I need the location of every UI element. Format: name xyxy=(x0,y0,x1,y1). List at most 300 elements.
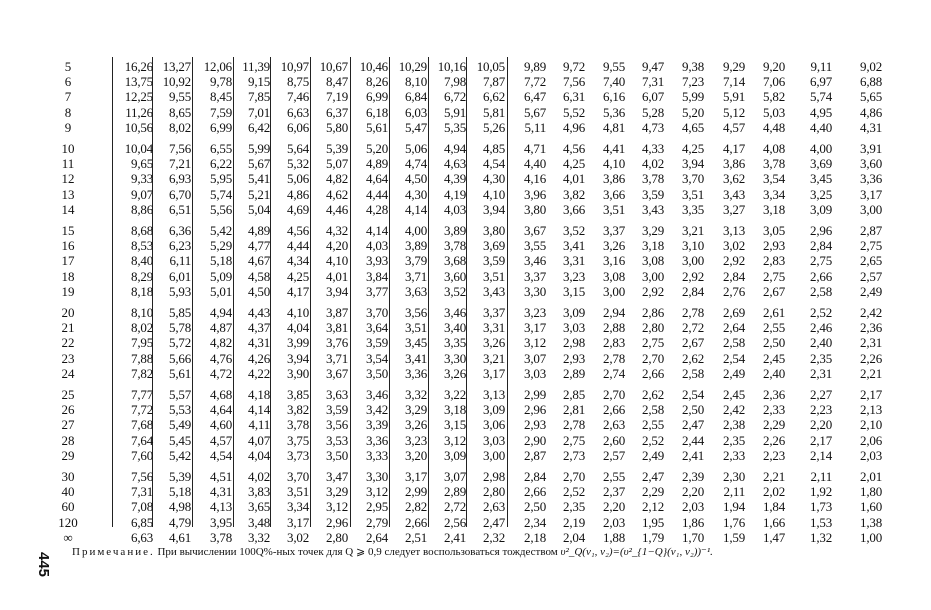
row-label: 12 xyxy=(61,171,75,187)
footnote-formula: υ²_Q(ν₁, ν₂)=(υ²_{1−Q}(ν₁, ν₂))⁻¹. xyxy=(560,546,713,558)
table-cell: 3,09 xyxy=(483,402,505,418)
table-cell: 3,00 xyxy=(682,253,704,269)
table-cell: 3,30 xyxy=(366,469,388,484)
table-cell: 2,13 xyxy=(860,402,882,418)
table-cell: 7,82 xyxy=(131,365,153,381)
table-cell: 4,18 xyxy=(248,387,270,402)
table-cell: 1,92 xyxy=(810,484,832,500)
table-cell: 2,67 xyxy=(763,283,785,299)
table-cell: 9,65 xyxy=(131,156,153,172)
table-cell: 3,51 xyxy=(682,186,704,202)
table-cell: 7,95 xyxy=(131,335,153,351)
table-cell: 8,02 xyxy=(131,320,153,336)
table-cell: 6,16 xyxy=(603,89,625,105)
table-cell: 2,34 xyxy=(524,514,546,530)
row-label: 40 xyxy=(61,484,75,500)
table-cell: 2,35 xyxy=(723,432,745,448)
table-cell: 2,84 xyxy=(524,469,546,484)
table-cell: 4,95 xyxy=(810,104,832,120)
table-cell: 4,10 xyxy=(483,186,505,202)
table-cell: 4,03 xyxy=(366,238,388,254)
table-cell: 5,49 xyxy=(169,417,191,433)
table-cell: 2,62 xyxy=(642,387,664,402)
row-label: 9 xyxy=(64,119,72,135)
table-cell: 4,63 xyxy=(444,156,466,172)
table-cell: 2,81 xyxy=(563,402,585,418)
table-cell: 9,38 xyxy=(682,59,704,74)
table-cell: 3,50 xyxy=(326,447,348,463)
table-cell: 2,17 xyxy=(810,432,832,448)
table-cell: 7,56 xyxy=(563,74,585,90)
table-cell: 9,29 xyxy=(723,59,745,74)
table-cell: 3,33 xyxy=(366,447,388,463)
table-cell: 3,12 xyxy=(524,335,546,351)
table-cell: 3,42 xyxy=(366,402,388,418)
row-label: 25 xyxy=(61,387,75,402)
table-cell: 2,66 xyxy=(524,484,546,500)
table-cell: 2,01 xyxy=(860,469,882,484)
table-cell: 3,80 xyxy=(483,223,505,238)
table-cell: 2,76 xyxy=(723,283,745,299)
table-cell: 4,00 xyxy=(405,223,427,238)
table-cell: 4,14 xyxy=(405,201,427,217)
table-cell: 3,71 xyxy=(405,268,427,284)
table-cell: 3,67 xyxy=(524,223,546,238)
table-cell: 4,14 xyxy=(248,402,270,418)
table-cell: 2,75 xyxy=(763,268,785,284)
table-cell: 3,34 xyxy=(287,499,309,515)
table-cell: 2,83 xyxy=(603,335,625,351)
table-cell: 7,21 xyxy=(169,156,191,172)
table-cell: 3,02 xyxy=(723,238,745,254)
row-label: 27 xyxy=(61,417,75,433)
table-cell: 3,82 xyxy=(563,186,585,202)
table-cell: 9,11 xyxy=(810,59,832,74)
table-cell: 10,56 xyxy=(124,119,153,135)
table-cell: 3,86 xyxy=(723,156,745,172)
table-cell: 5,45 xyxy=(169,432,191,448)
table-cell: 1,59 xyxy=(723,529,745,545)
table-cell: 7,01 xyxy=(248,104,270,120)
table-cell: 6,51 xyxy=(169,201,191,217)
table-cell: 1,53 xyxy=(810,514,832,530)
table-cell: 4,60 xyxy=(210,417,232,433)
table-cell: 3,36 xyxy=(405,365,427,381)
table-cell: 3,70 xyxy=(287,469,309,484)
table-cell: 2,80 xyxy=(642,320,664,336)
table-cell: 3,93 xyxy=(366,253,388,269)
table-cell: 7,23 xyxy=(682,74,704,90)
table-cell: 5,99 xyxy=(248,141,270,156)
table-cell: 3,17 xyxy=(483,365,505,381)
table-cell: 5,99 xyxy=(682,89,704,105)
table-cell: 2,21 xyxy=(860,365,882,381)
table-cell: 3,77 xyxy=(366,283,388,299)
table-cell: 2,52 xyxy=(810,305,832,320)
table-cell: 2,58 xyxy=(723,335,745,351)
table-cell: 4,37 xyxy=(248,320,270,336)
table-cell: 8,47 xyxy=(326,74,348,90)
table-cell: 2,03 xyxy=(860,447,882,463)
table-cell: 1,38 xyxy=(860,514,882,530)
table-cell: 2,67 xyxy=(682,335,704,351)
table-cell: 2,03 xyxy=(682,499,704,515)
table-cell: 3,80 xyxy=(524,201,546,217)
table-cell: 10,29 xyxy=(398,59,427,74)
table-cell: 6,11 xyxy=(169,253,191,269)
table-cell: 2,37 xyxy=(603,484,625,500)
table-cell: 2,74 xyxy=(603,365,625,381)
table-cell: 3,07 xyxy=(444,469,466,484)
table-cell: 5,39 xyxy=(169,469,191,484)
table-cell: 3,16 xyxy=(603,253,625,269)
table-cell: 4,94 xyxy=(444,141,466,156)
table-cell: 11,26 xyxy=(125,104,153,120)
table-cell: 2,84 xyxy=(682,283,704,299)
row-label: 21 xyxy=(61,320,75,336)
table-cell: 2,49 xyxy=(860,283,882,299)
table-cell: 2,66 xyxy=(405,514,427,530)
table-cell: 3,59 xyxy=(326,402,348,418)
table-cell: 5,12 xyxy=(723,104,745,120)
page-number-text: 445 xyxy=(35,552,52,578)
table-cell: 2,66 xyxy=(603,402,625,418)
table-cell: 10,92 xyxy=(162,74,191,90)
table-cell: 2,87 xyxy=(860,223,882,238)
row-label: 28 xyxy=(61,432,75,448)
table-cell: 2,84 xyxy=(723,268,745,284)
table-cell: 3,26 xyxy=(483,335,505,351)
table-cell: 3,31 xyxy=(483,320,505,336)
table-cell: 4,51 xyxy=(210,469,232,484)
table-cell: 3,50 xyxy=(366,365,388,381)
table-cell: 3,56 xyxy=(405,305,427,320)
table-cell: 4,44 xyxy=(366,186,388,202)
table-cell: 8,10 xyxy=(405,74,427,90)
table-cell: 2,82 xyxy=(405,499,427,515)
table-cell: 4,65 xyxy=(682,119,704,135)
table-cell: 3,55 xyxy=(524,238,546,254)
table-cell: 3,87 xyxy=(326,305,348,320)
table-cell: 12,06 xyxy=(203,59,232,74)
table-cell: 8,53 xyxy=(131,238,153,254)
table-cell: 3,35 xyxy=(682,201,704,217)
table-cell: 2,70 xyxy=(642,350,664,366)
table-cell: 2,75 xyxy=(563,432,585,448)
page-number xyxy=(36,552,56,596)
table-cell: 4,94 xyxy=(210,305,232,320)
table-cell: 5,18 xyxy=(169,484,191,500)
table-cell: 6,47 xyxy=(524,89,546,105)
table-cell: 3,00 xyxy=(603,283,625,299)
table-cell: 3,95 xyxy=(210,514,232,530)
table-cell: 2,04 xyxy=(563,529,585,545)
table-cell: 2,06 xyxy=(860,432,882,448)
table-cell: 2,10 xyxy=(860,417,882,433)
row-label: 16 xyxy=(61,238,75,254)
table-cell: 5,65 xyxy=(860,89,882,105)
table-cell: 3,25 xyxy=(810,186,832,202)
table-cell: 1,73 xyxy=(810,499,832,515)
table-cell: 3,43 xyxy=(483,283,505,299)
table-cell: 2,87 xyxy=(524,447,546,463)
table-cell: 4,56 xyxy=(287,223,309,238)
table-cell: 2,95 xyxy=(366,499,388,515)
table-cell: 3,08 xyxy=(603,268,625,284)
table-cell: 3,09 xyxy=(444,447,466,463)
table-cell: 3,89 xyxy=(444,223,466,238)
table-cell: 4,00 xyxy=(810,141,832,156)
table-cell: 4,61 xyxy=(169,529,191,545)
table-cell: 1,47 xyxy=(763,529,785,545)
table-cell: 11,39 xyxy=(242,59,270,74)
table-cell: 5,67 xyxy=(248,156,270,172)
table-cell: 2,66 xyxy=(810,268,832,284)
table-cell: 4,79 xyxy=(169,514,191,530)
table-cell: 5,32 xyxy=(287,156,309,172)
table-cell: 3,09 xyxy=(563,305,585,320)
table-cell: 9,78 xyxy=(210,74,232,90)
table-cell: 2,64 xyxy=(366,529,388,545)
table-cell: 2,55 xyxy=(603,469,625,484)
table-cell: 3,32 xyxy=(248,529,270,545)
table-cell: 4,82 xyxy=(326,171,348,187)
table-cell: 4,25 xyxy=(563,156,585,172)
footnote xyxy=(72,544,902,560)
table-cell: 4,31 xyxy=(210,484,232,500)
table-cell: 4,96 xyxy=(563,119,585,135)
table-cell: 2,33 xyxy=(723,447,745,463)
table-cell: 4,56 xyxy=(563,141,585,156)
table-cell: 4,68 xyxy=(210,387,232,402)
table-cell: 7,59 xyxy=(210,104,232,120)
table-cell: 5,28 xyxy=(642,104,664,120)
table-cell: 3,84 xyxy=(366,268,388,284)
table-cell: 5,61 xyxy=(169,365,191,381)
table-cell: 3,69 xyxy=(483,238,505,254)
table-cell: 2,30 xyxy=(723,469,745,484)
table-cell: 4,50 xyxy=(405,171,427,187)
table-cell: 7,46 xyxy=(287,89,309,105)
table-cell: 4,62 xyxy=(326,186,348,202)
table-cell: 3,79 xyxy=(405,253,427,269)
table-cell: 9,33 xyxy=(131,171,153,187)
table-cell: 3,63 xyxy=(326,387,348,402)
table-cell: 9,55 xyxy=(603,59,625,74)
table-cell: 4,44 xyxy=(287,238,309,254)
table-cell: 3,07 xyxy=(524,350,546,366)
table-cell: 2,49 xyxy=(642,447,664,463)
table-cell: 6,55 xyxy=(210,141,232,156)
table-cell: 8,75 xyxy=(287,74,309,90)
table-cell: 2,17 xyxy=(860,387,882,402)
table-cell: 6,42 xyxy=(248,119,270,135)
table-cell: 2,45 xyxy=(763,350,785,366)
table-cell: 5,21 xyxy=(248,186,270,202)
table-cell: 3,45 xyxy=(405,335,427,351)
table-cell: 2,57 xyxy=(860,268,882,284)
table-cell: 2,31 xyxy=(860,335,882,351)
table-cell: 4,86 xyxy=(287,186,309,202)
table-cell: 4,81 xyxy=(603,119,625,135)
row-label: 15 xyxy=(61,223,75,238)
table-cell: 9,15 xyxy=(248,74,270,90)
table-cell: 3,75 xyxy=(287,432,309,448)
table-cell: 4,01 xyxy=(563,171,585,187)
table-cell: 3,00 xyxy=(642,268,664,284)
footnote-text: При вычислении 100Q%-ных точек для Q ⩾ 0,9 следует воспользоваться тождеством xyxy=(157,546,558,558)
table-cell: 4,67 xyxy=(248,253,270,269)
table-cell: 2,98 xyxy=(563,335,585,351)
table-cell: 4,17 xyxy=(723,141,745,156)
row-label: 19 xyxy=(61,283,75,299)
row-label: 22 xyxy=(61,335,75,351)
table-cell: 7,19 xyxy=(326,89,348,105)
table-cell: 3,36 xyxy=(366,432,388,448)
table-cell: 2,96 xyxy=(810,223,832,238)
table-cell: 7,77 xyxy=(131,387,153,402)
table-cell: 2,20 xyxy=(810,417,832,433)
table-cell: 3,43 xyxy=(642,201,664,217)
table-cell: 6,99 xyxy=(366,89,388,105)
table-cell: 3,46 xyxy=(524,253,546,269)
table-cell: 2,52 xyxy=(642,432,664,448)
table-cell: 5,01 xyxy=(210,283,232,299)
table-cell: 2,92 xyxy=(723,253,745,269)
table-cell: 3,37 xyxy=(524,268,546,284)
table-cell: 4,22 xyxy=(248,365,270,381)
table-cell: 8,65 xyxy=(169,104,191,120)
table-cell: 2,75 xyxy=(860,238,882,254)
table-cell: 2,33 xyxy=(763,402,785,418)
table-cell: 6,03 xyxy=(405,104,427,120)
table-cell: 2,55 xyxy=(642,417,664,433)
table-cell: 7,31 xyxy=(642,74,664,90)
table-cell: 2,14 xyxy=(810,447,832,463)
table-cell: 3,68 xyxy=(444,253,466,269)
table-cell: 3,47 xyxy=(326,469,348,484)
table-cell: 4,01 xyxy=(326,268,348,284)
table-cell: 1,66 xyxy=(763,514,785,530)
table-cell: 6,88 xyxy=(860,74,882,90)
row-label: 17 xyxy=(61,253,75,269)
table-cell: 5,03 xyxy=(763,104,785,120)
table-cell: 2,54 xyxy=(682,387,704,402)
table-cell: 2,58 xyxy=(810,283,832,299)
row-label: 30 xyxy=(61,469,75,484)
table-cell: 3,18 xyxy=(444,402,466,418)
table-cell: 2,62 xyxy=(682,350,704,366)
table-cell: 7,64 xyxy=(131,432,153,448)
table-cell: 6,72 xyxy=(444,89,466,105)
table-cell: 2,72 xyxy=(444,499,466,515)
table-cell: 2,02 xyxy=(763,484,785,500)
table-cell: 2,56 xyxy=(444,514,466,530)
table-cell: 2,19 xyxy=(563,514,585,530)
table-cell: 4,16 xyxy=(524,171,546,187)
table-cell: 4,82 xyxy=(210,335,232,351)
table-cell: 6,85 xyxy=(131,514,153,530)
table-cell: 4,03 xyxy=(444,201,466,217)
table-cell: 10,16 xyxy=(437,59,466,74)
table-cell: 3,78 xyxy=(287,417,309,433)
table-cell: 2,40 xyxy=(763,365,785,381)
table-cell: 3,78 xyxy=(763,156,785,172)
row-label: 60 xyxy=(61,499,75,515)
table-cell: 1,94 xyxy=(723,499,745,515)
table-cell: 2,72 xyxy=(682,320,704,336)
table-cell: 4,57 xyxy=(210,432,232,448)
table-cell: 2,39 xyxy=(682,469,704,484)
row-label: 29 xyxy=(61,447,75,463)
table-cell: 9,47 xyxy=(642,59,664,74)
table-cell: 2,69 xyxy=(723,305,745,320)
table-cell: 4,77 xyxy=(248,238,270,254)
table-cell: 6,37 xyxy=(326,104,348,120)
table-cell: 2,80 xyxy=(326,529,348,545)
table-cell: 4,87 xyxy=(210,320,232,336)
table-cell: 2,49 xyxy=(723,365,745,381)
table-cell: 2,89 xyxy=(563,365,585,381)
table-cell: 2,86 xyxy=(642,305,664,320)
table-cell: 1,88 xyxy=(603,529,625,545)
row-label: 24 xyxy=(61,365,75,381)
table-cell: 5,95 xyxy=(210,171,232,187)
table-cell: 2,93 xyxy=(563,350,585,366)
table-cell: 4,10 xyxy=(326,253,348,269)
table-cell: 2,50 xyxy=(763,335,785,351)
table-cell: 2,73 xyxy=(563,447,585,463)
table-cell: 5,91 xyxy=(723,89,745,105)
table-cell: 3,62 xyxy=(723,171,745,187)
table-cell: 4,58 xyxy=(248,268,270,284)
table-cell: 4,72 xyxy=(210,365,232,381)
table-cell: 3,37 xyxy=(603,223,625,238)
table-cell: 9,72 xyxy=(563,59,585,74)
table-cell: 3,40 xyxy=(444,320,466,336)
table-cell: 2,03 xyxy=(603,514,625,530)
table-cell: 6,97 xyxy=(810,74,832,90)
table-cell: 2,61 xyxy=(763,305,785,320)
table-cell: 3,59 xyxy=(483,253,505,269)
table-cell: 2,64 xyxy=(723,320,745,336)
table-cell: 3,43 xyxy=(723,186,745,202)
table-cell: 4,07 xyxy=(248,432,270,448)
table-cell: 4,10 xyxy=(603,156,625,172)
table-cell: 10,46 xyxy=(359,59,388,74)
table-cell: 9,55 xyxy=(169,89,191,105)
table-cell: 2,92 xyxy=(682,268,704,284)
table-cell: 2,99 xyxy=(405,484,427,500)
table-cell: 4,57 xyxy=(723,119,745,135)
table-cell: 5,74 xyxy=(810,89,832,105)
table-cell: 3,18 xyxy=(763,201,785,217)
table-cell: 1,70 xyxy=(682,529,704,545)
row-label: 5 xyxy=(64,59,72,74)
table-cell: 4,64 xyxy=(366,171,388,187)
table-cell: 2,79 xyxy=(366,514,388,530)
table-cell: 5,06 xyxy=(405,141,427,156)
table-cell: 5,74 xyxy=(210,186,232,202)
table-cell: 6,18 xyxy=(366,104,388,120)
table-cell: 2,47 xyxy=(483,514,505,530)
table-cell: 5,20 xyxy=(366,141,388,156)
table-cell: 5,82 xyxy=(763,89,785,105)
table-cell: 3,39 xyxy=(366,417,388,433)
table-cell: 7,60 xyxy=(131,447,153,463)
table-cell: 8,29 xyxy=(131,268,153,284)
table-cell: 3,89 xyxy=(405,238,427,254)
